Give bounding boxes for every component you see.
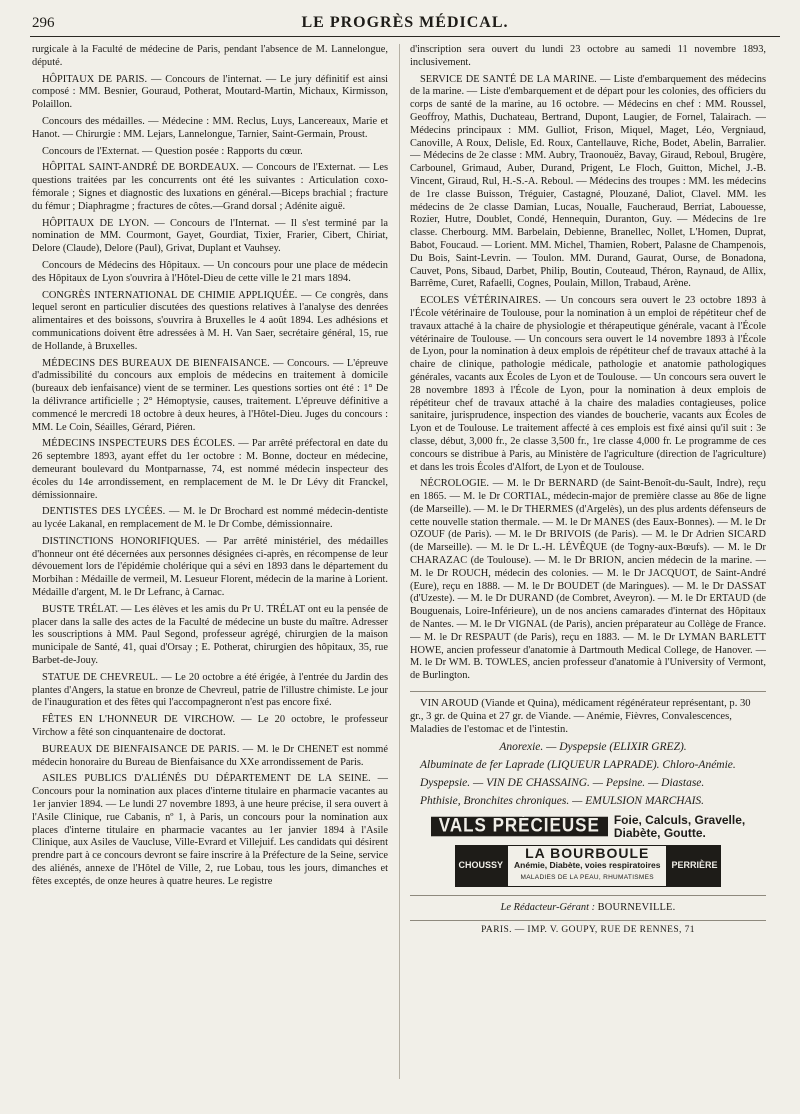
ad-chassaing: Dyspepsie. — VIN DE CHASSAING. — Pepsine. — Diastase. [420, 777, 705, 790]
ad-vals [410, 814, 766, 840]
editor-name: BOURNEVILLE. [597, 902, 676, 914]
advertisements [410, 691, 766, 887]
paragraph: HÔPITAUX DE LYON. — Concours de l'Internat. — Il s'est terminé par la nomination de MM. Courmont, Gayet, Gourdiat, Tixier, Frarier, Cibert, Chiriat, Delore (Claude), Delore (Paul), Grivat, Duplant et Vauhsey. [32, 217, 388, 255]
paragraph: ECOLES VÉTÉRINAIRES. — Un concours sera ouvert le 23 octobre 1893 à l'École vétérinaire de Toulouse, pour la nomination à un emploi de répétiteur chef de travaux attaché à la chaire de physiologie et thérapeutique générale, vacant à l'École vétérinaire de Toulouse. — Un concours sera ouvert le 14 novembre 1893 à l'École de Lyon, pour la nomination à deux emplois de répétiteur chef de travaux attaché à la chaire de clinique, pathologie médicale, pathologie et anatomie pathologiques générales, vacants aux Écoles de Lyon et de Toulouse. — Un concours sera ouvert le 28 novembre 1893 à l'École de Lyon, pour la nomination à deux emplois de répétiteur chef de travaux attaché à la chaire des maladies contagieuses, police sanitaire, jurisprudence, inspection des viandes de boucherie, vacants aux Écoles de Lyon et de Toulouse. Le traitement affecté à ces emplois est fixé ainsi qu'il suit : 3e classe, début, 3,000 fr., 2e classe 3,500 fr., 1re classe 4,000 fr. Le programme de ces concours se distribue à Paris, au Ministère de l'agriculture (direction de l'agriculture) et dans les trois Écoles d'Alfort, de Lyon et de Toulouse. [410, 295, 766, 473]
right-column [410, 44, 766, 1064]
paragraph: MÉDECINS INSPECTEURS DES ÉCOLES. — Par arrêté préfectoral en date du 26 septembre 1893, ayant effet du 1er octobre : M. Bonne, docteur en médecine, demeurant boulevard du Montparnasse, 74, est nommé médecin inspecteur des écoles du 14e arrondissement, en remplacement de M. le Dr Lévy dit Franckel, démissionnaire. [32, 438, 388, 501]
paragraph: DISTINCTIONS HONORIFIQUES. — Par arrêté ministériel, des médailles d'honneur ont été décernées aux personnes désignées ci-après, en récompense de leur dévouement lors de l'épidémie cholérique qui a sévi en 1893 dans le département du Morbihan : Médaille de vermeil, M. Lesueur Florent, médecin de la marine à Lorient. Médaille d'argent, M. le Dr Lefranc, à Carnac. [32, 535, 388, 599]
left-column [32, 44, 388, 1064]
paragraph: HÔPITAUX DE PARIS. — Concours de l'internat. — Le jury définitif est ainsi composé : MM. Besnier, Gouraud, Potherat, Moutard-Martin, Michaux, Kirmisson, Polaillon. [32, 73, 388, 111]
editor-line [410, 895, 766, 915]
vals-tagline [614, 814, 745, 840]
paragraph: d'inscription sera ouvert du lundi 23 octobre au samedi 11 novembre 1893, inclusivement. [410, 44, 766, 68]
vals-tag-line-1: Foie, Calculs, Gravelle, [613, 812, 746, 827]
bourboule-small: MALADIES DE LA PEAU, RHUMATISMES [520, 874, 654, 882]
ad-vin-aroud: VIN AROUD (Viande et Quina), médicament régénérateur représentant, p. 30 gr., 3 gr. de Quina et 27 gr. de Viande. — Anémie, Fièvres, Convalescences, Maladies de l'estomac et de l'intestin. [410, 698, 751, 735]
ad-grez: Anorexie. — Dyspepsie (ELIXIR GREZ). [499, 741, 687, 754]
ad-laprade: Albuminate de fer Laprade (LIQUEUR LAPRADE). Chloro-Anémie. [420, 759, 736, 772]
paragraph: CONGRÈS INTERNATIONAL DE CHIMIE APPLIQUÉE. — Ce congrès, dans lequel seront en particulier discutées des questions relatives à l'analyse des denrées alimentaires et des boissons, s'ouvrira à Bruxelles le 4 août 1894. Les adhésions et communications doivent être adressées à M. H. Van Saer, secrétaire général, 15, rue de Hollande, à Bruxelles. [32, 289, 388, 352]
paragraph: rurgicale à la Faculté de médecine de Paris, pendant l'absence de M. Lannelongue, député. [32, 44, 388, 68]
ad-marchais: Phthisie, Bronchites chroniques. — EMULSION MARCHAIS. [420, 794, 705, 807]
paragraph: NÉCROLOGIE. — M. le Dr BERNARD (de Saint-Benoît-du-Sault, Indre), reçu en 1865. — M. le Dr CORTIAL, médecin-major de première classe au 86e de ligne (de Marseille). — M. le Dr THERMES (d'Argelès), un des plus ardents défenseurs de cette nouvelle station thermale. — M. le Dr MANES (des Eaux-Bonnes). — M. le Dr OZOUF (de Paris). — M. le Dr BRIVOIS (de Paris). — M. le Dr Adrien SICARD (de Marseille). — M. le Dr L.-H. LÉVÊQUE (de Togny-aux-Bœufs). — M. le Dr CHARAZAC (de Toulouse). — M. le Dr BRION, ancien médecin de la marine. — M. le Dr ROUCH, médecin des colonies. — M. le Dr JACQUOT, de Saint-André (Eure), reçu en 1888. — M. le Dr BOUDET (de Maringues). — M. le Dr DASSAT (d'Uzeste). — M. le Dr DURAND (de Combret, Aveyron). — M. le Dr ERTAUD (de Bouguenais, Loire-Inférieure), un de nos anciens camarades d'internat des Hôpitaux de Nantes. — M. le Dr VIGNAL (de Paris), ancien préparateur au Collège de France. — M. le Dr RESPAUT (de Paris), reçu en 1883. — M. le Dr LYMAN BARLETT HOWE, ancien professeur d'anatomie à Dartmouth Medical College, de Hanover. — M. le Dr WM. B. TOWLES, ancien professeur d'anatomie à l'University of Vermont, de Burlington. [410, 478, 766, 682]
editor-label: Le Rédacteur-Gérant : [500, 902, 596, 914]
paragraph: ASILES PUBLICS D'ALIÉNÉS DU DÉPARTEMENT DE LA SEINE. — Concours pour la nomination aux places d'interne titulaire en pharmacie vacantes au 1er janvier 1894. — Le lundi 27 novembre 1893, à une heure précise, il sera ouvert à l'Asile Clinique, rue Cabanis, nº 1, à Paris, un concours pour la nomination aux places d'interne titulaire en pharmacie vacantes au 1er janvier 1894 à l'Asile Clinique, aux Asiles de Vaucluse, Ville-Evrard et Villejuif. Les candidats qui désirent prendre part à ce concours devront se faire inscrire à la Préfecture de la Seine, service des aliénés, annexe de l'Hôtel de Ville, 2, rue Lobau, tous les jours, dimanches et fêtes exceptés, de onze heures à quatre heures. Le registre [32, 773, 388, 887]
page-number: 296 [32, 15, 55, 31]
vals-brand: VALS PRÉCIEUSE [431, 817, 608, 836]
journal-title: LE PROGRÈS MÉDICAL. [301, 14, 509, 31]
imprint: PARIS. — IMP. V. GOUPY, RUE DE RENNES, 71 [410, 920, 766, 937]
bourboule-right-label: PERRIÈRE [667, 845, 721, 887]
paragraph: BUREAUX DE BIENFAISANCE DE PARIS. — M. le Dr CHENET est nommé médecin honoraire du Bureau de Bienfaisance du XXe arrondissement de Paris. [32, 743, 388, 768]
bourboule-title: LA BOURBOULE [525, 844, 650, 861]
ad-bourboule [410, 845, 766, 887]
bourboule-left-label: CHOUSSY [455, 845, 508, 887]
page-header [30, 12, 780, 37]
paragraph: HÔPITAL SAINT-ANDRÉ DE BORDEAUX. — Concours de l'Externat. — Les questions traitées par les concurrents ont été les suivantes : Articulation coxo-fémorale ; Signes et diagnostic des luxations en général.—Biceps brachial ; fracture du fémur ; Diaphragme ; fractures de côtes.—Grand dorsal ; Adénite aiguë. [32, 162, 388, 212]
column-divider [399, 44, 400, 1079]
paragraph: BUSTE TRÉLAT. — Les élèves et les amis du Pr U. TRÉLAT ont eu la pensée de placer dans la salle des actes de la Faculté de médecine un buste du maître. Adresser les souscriptions à MM. Paul Segond, professeur agrégé, chirurgien de la maison municipale de Santé, 41, quai d'Orsay ; E. Potherat, chirurgien des hôpitaux, 35, rue Barbet-de-Jouy. [32, 603, 388, 667]
paragraph: MÉDECINS DES BUREAUX DE BIENFAISANCE. — Concours. — L'épreuve d'admissibilité du concours aux emplois de médecins en traitement à domicile (bureaux deb ienfaisance) vient de se terminer. Les questions sorties ont été : 1° De la délivrance artificielle ; 2° Hémoptysie, causes, traitement. L'épreuve définitive a commencé le mercredi 18 octobre à deux heures, à l'Hôtel-Dieu. Juges du concours : MM. Le Coin, Séailles, Gérard, Piéren. [32, 357, 388, 433]
paragraph: Concours de l'Externat. — Question posée : Rapports du cœur. [42, 145, 303, 157]
paragraph: Concours de Médecins des Hôpitaux. — Un concours pour une place de médecin des Hôpitaux de Lyon s'ouvrira à l'Hôtel-Dieu de cette ville le 21 mars 1894. [32, 259, 388, 284]
paragraph: DENTISTES DES LYCÉES. — M. le Dr Brochard est nommé médecin-dentiste au lycée Lakanal, en remplacement de M. le Dr Combe, démissionnaire. [32, 506, 388, 531]
paragraph: STATUE DE CHEVREUL. — Le 20 octobre a été érigée, à l'entrée du Jardin des plantes d'Angers, la statue en bronze de Chevreul, patrie de l'illustre chimiste. Le jour de l'inauguration et des fêtes qui l'accompagneront n'est pas encore fixé. [32, 671, 388, 709]
bourboule-box [507, 845, 667, 887]
vals-tag-line-2: Diabète, Goutte. [613, 825, 706, 840]
paragraph: FÊTES EN L'HONNEUR DE VIRCHOW. — Le 20 octobre, le professeur Virchow a fêté son cinquantenaire de doctorat. [32, 714, 388, 739]
paragraph: Concours des médailles. — Médecine : MM. Reclus, Luys, Lancereaux, Marie et Hanot. — Chirurgie : MM. Lejars, Lannelongue, Tarnier, Saint-Germain, Proust. [32, 115, 388, 140]
paragraph: SERVICE DE SANTÉ DE LA MARINE. — Liste d'embarquement des médecins de la marine. — Liste d'embarquement et de départ pour les colonies, des officiers du corps de santé de la marine, au 16 octobre. — Médecins en chef : MM. Roussel, Geoffroy, Mathis, Duchateau, Bertrand, Dupont, Laugier, de Fornel, Talairach. — Médecins principaux : MM. Gulliot, Frison, Miquel, Maget, Léo, Vergniaud, Canoville, A Roux, Delisle, Ed. Roux, Cantellauve, Riche, Bodet, Abelin, Barralier. — Médecins de 2e classe : MM. Aubry, Traonouëz, Bavay, Giraud, Reboul, Brugère, Carbounel, Grimaud, Auber, Durand, Prigent, Le Floch, Guitton, Michel, J.-B. Vincent, Giraud, Rul, H.-S.-A. Reboul. — Médecins des troupes : MM. les médecins de 1re classe Buisson, Tréguier, Castagné, Plouzané, Daliot, Clavel. MM. les médecins de 2e classe Damian, Lucas, Noualle, Faucheraud, Berriat, Labouesse, Rozier, Hutre, Doublet, Condé, Hennequin, Duranton, Guy. — Médecins de 1re classe. Cherbourg. MM. Barbelain, Debienne, Branellec, Nollet, L'Homen, Duprat, Babot, Foucaud. — Lorient. MM. Michel, Thamien, Robert, Palasne de Champenois, Du Bois, Saint-Levrin. — Toulon. MM. Durand, Gaurat, Ourse, de Bonadona, Cauvet, Pons, Sibaud, Darbet, Philip, Boutin, Couteaud, Théron, Raynaud, de Allix, Barrême, Curet, Rafaelli, Cognes, Poulain, Millon, Trabaud, Arène. [410, 73, 766, 290]
bourboule-subtitle: Anémie, Diabète, voies respiratoires [514, 860, 661, 871]
